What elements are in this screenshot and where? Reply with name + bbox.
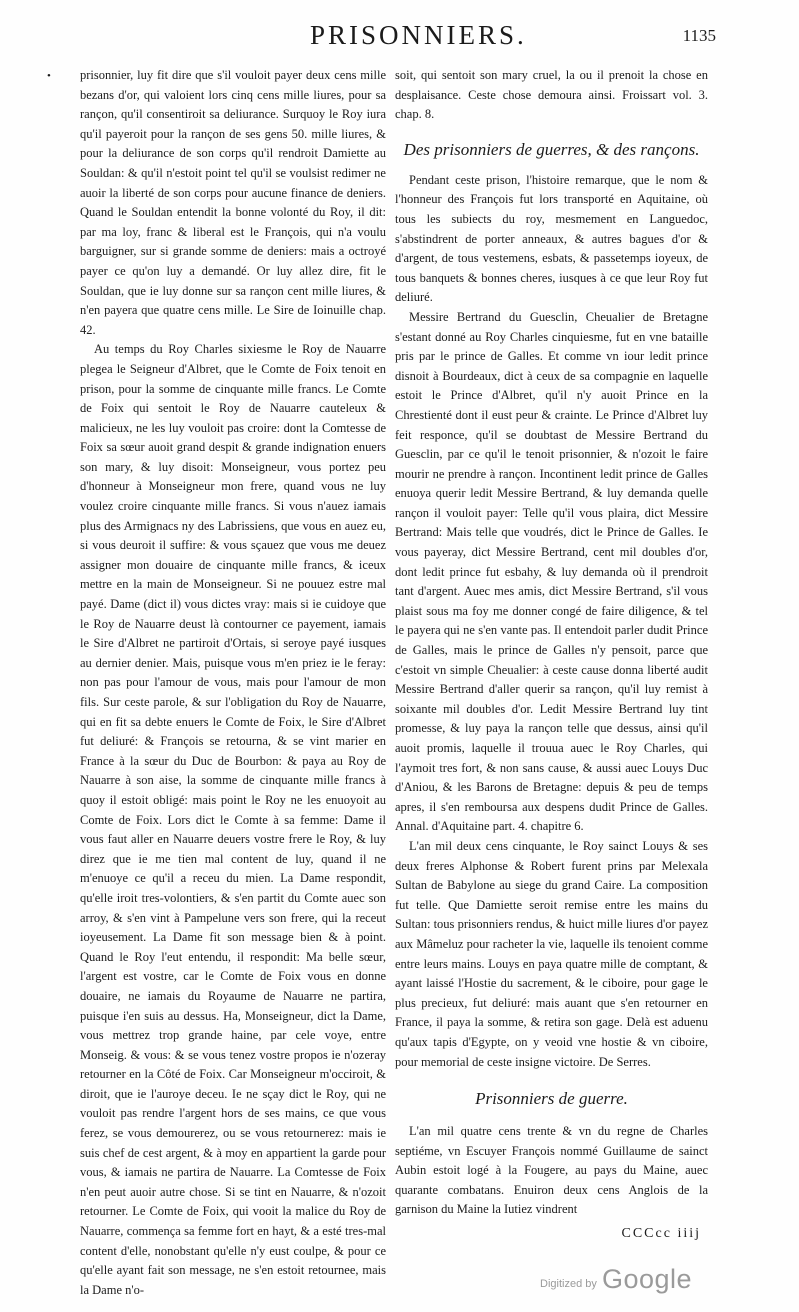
paragraph: L'an mil deux cens cinquante, le Roy sainct Louys & ses deux freres Alphonse & Robert furent prins par Melexala Sultan de Babylone au siege du grand Caire. La composition fut telle. Que Damiette seroit remise entre les mains du Sultan: tous prisonniers rendus, & huict mille liures d'or payez aux Mâmeluz pour racheter la vie, laquelle ils tenoient comme entre leurs mains. Louys en paya quatre mille de comptant, & ayant laissé l'Hostie du sacrement, & le ciboire, pour gage le plus precieux, fut deliuré: mais auant que s'en retourner en France, il paya la somme, & retira son gage. Delà est aduenu qu'aux tapis d'Egypte, on y veoid vne hostie & vn ciboire, pour memorial de ceste insigne victoire. De Serres. [395,838,708,1069]
paragraph-continued: soit, qui sentoit son mary cruel, la ou il prenoit la chose en desplaisance. Ceste chose demoura ainsi. Froissart vol. 3. chap. 8. [395,68,708,122]
paragraph: prisonnier, luy fit dire que s'il vouloit payer deux cens mille bezans d'or, qui valoient lors cinq cens mille liures, pour sa rançon, qu'il consentiroit sa deliurance. Surquoy le Roy iura qu'il payeroit pour la rançon de ses gens 50. mille liures, & pour la deliurance de son corps qu'il rendroit Damiette au Souldan: & qu'il n'estoit point tel qu'il se voulsist redimer ne auoir la liberté de son corps pour aucune finance de deniers. Quand le Souldan entendit la bonne volonté du Roy, il dit: par ma loy, franc & liberal est le François, qui n'a voulu barguigner, sur si grande somme de deniers: mais a octroyé payer ce qu'on luy a demandé. Or luy allez dire, fit le Souldan, que ie luy donne sur sa rançon cent mille liures, & n'en payera que quatre cens mille. Le Sire de Ioinuille chap. 42. [80,68,386,337]
paragraph: L'an mil quatre cens trente & vn du regne de Charles septiéme, vn Escuyer François nommé Guillaume de sainct Aubin estoit logé à la Fougere, au pays du Maine, auec quarante combatans. Enuiron deux cens Anglois de la garnison du Maine la Iutiez vindrent [395,1124,708,1217]
paragraph: Au temps du Roy Charles sixiesme le Roy de Nauarre plegea le Seigneur d'Albret, que le Comte de Foix tenoit en prison, pour la somme de cinquante mille francs. Le Comte de Foix qui sentoit le Roy de Nauarre cauteleux & malicieux, ne les luy vouloit pas croire: dont la Comtesse de Foix sa sœur auoit grand despit & grande indignation enuers son mary, & luy disoit: Monseigneur, vous portez peu d'honneur à Monseigneur mon frere, quand vous ne luy voulez croire cinquante mille francs. Si vous n'auez iamais plus des Armignacs ny des Labrissiens, que vous en auez eu, si vous deuroit il suffire: & vous sçauez que vous me deuez assigner mon douaire de cinquante mille francs, & iceux mettre en la main de Monseigneur. Si ne pouuez estre mal payé. Dame (dict il) vous dictes vray: mais si ie cuidoye que le Roy de Nauarre deust là contourner ce payement, iamais le Sire d'Albret ne partiroit d'Ortais, si seroye payé iusques au dernier denier. Mais, puisque vous m'en priez ie le feray: non pas pour l'amour de vous, mais pour l'amour de mon fils. Sur ceste parole, & sur l'obligation du Roy de Nauarre, qui en fit sa debte enuers le Comte de Foix, le Sire d'Albret fut deliuré: & François se retourna, & se vint marier en France à la sœur du Duc de Bourbon: & paya au Roy de Nauarre à son aise, la somme de cinquante mille francs à quoy il estoit obligé: mais point le Roy ne les enuoyoit au Comte de Foix. Lors dict le Comte à sa femme: Dame il vous faut aller en Nauarre deuers vostre frere le Roy, & luy direz que ie me tien mal content de luy, quand il ne m'enuoye ce qu'il a receu du mien. La Dame respondit, qu'elle iroit tres-volontiers, & s'en partit du Comte auec son arroy, & s'en vint à Pampelune vers son frere, qui la receut ioyeusement. La Dame fit son message bien & à point. Quand le Roy l'eut entendu, il respondit: Ma belle sœur, l'argent est vostre, car le Comte de Foix vous en donne douaire, ne iamais du Royaume de Nauarre ne partira, puisque i'en suis au dessus. Ha, Monseigneur, dict la Dame, vous mettrez trop grande haine, par cele voye, entre Monseig. & vous: & se vous tenez vostre propos ie n'ozeray retourner en la Côté de Foix. Car Monseigneur m'occiroit, & diroit, que ie l'auroye deceu. Ie ne sçay dict le Roy, qui ne vouloit pas rendre l'argent hors de ses mains, ce que vous ferez, se vous demourerez, ou se vous retournerez: mais ie suis chef de cest argent, & à moy en appartient la garde pour vous, & iamais ne partira de Nauarre. La Comtesse de Foix n'en peut auoir autre chose. Si se tint en Nauarre, & n'ozoit retourner. Le Comte de Foix, qui vooit la malice du Roy de Nauarre, commença sa femme fort en hayt, & a esté tres-mal content d'elle, nonobstant qu'elle n'y eust coulpe, & pour ce qu'elle ayant fait son message, ne s'en estoit retournee, mais la Dame n'o- [80,342,386,1297]
digitization-watermark [500,1262,730,1298]
right-column [395,66,708,1244]
running-title: PRISONNIERS. [310,20,527,50]
section-heading: Des prisonniers de guerres, & des rançons. [403,139,700,159]
paragraph: Messire Bertrand du Guesclin, Cheualier de Bretagne s'estant donné au Roy Charles cinquiesme, fut en vne bataille pris par le prince de Galles. Et comme vn iour ledit prince disnoit à Bourdeaux, dict à ceux de sa compagnie en laquelle estoit le Prince d'Albret, qu'il n'y auoit Prince en la Chrestienté dont il eust peur & crainte. Le Prince d'Albret luy feit responce, qu'il se doubtast de Messire Bertrand du Guesclin, par ce qu'il le tenoit prisonnier, & n'ozoit le faire mourir ne prendre à rançon. Incontinent ledit prince de Galles enuoya querir ledit Messire Bertrand, & luy demanda quelle rançon il vouloit payer: Telle qu'il vous plaira, dict Messire Bertrand: Mais telle que voudrés, dict le Prince de Galles. Ie vous payeray, dict Messire Bertrand, cent mil doubles d'or, dont ledit prince fut esbahy, & luy demanda où il prendroit tant d'argent. Auec mes amis, dict Messire Bertrand, s'il vous plaist sous ma foy me donner congé de faire diligence, & tel le payera qui ne s'en vante pas. Il entendoit parler dudit Prince de Galles, mais le prince de Galles n'y pensoit, parce que c'estoit vn simple Cheualier: à ceste cause donna liberté audit Messire Bertrand d'aller querir sa rançon, qu'il luy remist à soixante mil doubles d'or. Ledit Messire Bertrand luy tint promesse, & luy paya la rançon telle que dessus, ainsi qu'il auoit promis, laquelle il trouua auec le Roy Charles, qui l'aymoit tres fort, & non sans cause, & aussi auec Louys Duc d'Aniou, & les Barons de Bretagne: depuis & peu de temps apres, il s'en remboursa aux despens dudit Prince de Galles. Annal. d'Aquitaine part. 4. chapitre 6. [395,309,708,834]
google-logo: Google [602,1264,693,1294]
paragraph: Pendant ceste prison, l'histoire remarque, que le nom & l'honneur des François fut lors transporté en Aquitaine, où tous les subiects du roy, mesmement en Languedoc, s'abstindrent de porter anneaux, & autres bagues d'or & d'argent, de tous vestemens, esbats, & passetemps ioyeux, de tous banquets & bonnes cheres, iusques à ce que leur Roy fut deliuré. [395,172,708,305]
page-header [80,14,720,60]
margin-mark: • [47,70,51,82]
left-column [80,66,386,1300]
section-heading: Prisonniers de guerre. [475,1089,628,1109]
signature-mark: CCCcc iiij [621,1226,701,1242]
digitized-by-text: Digitized by [540,1278,597,1290]
page-number: 1135 [682,26,716,45]
